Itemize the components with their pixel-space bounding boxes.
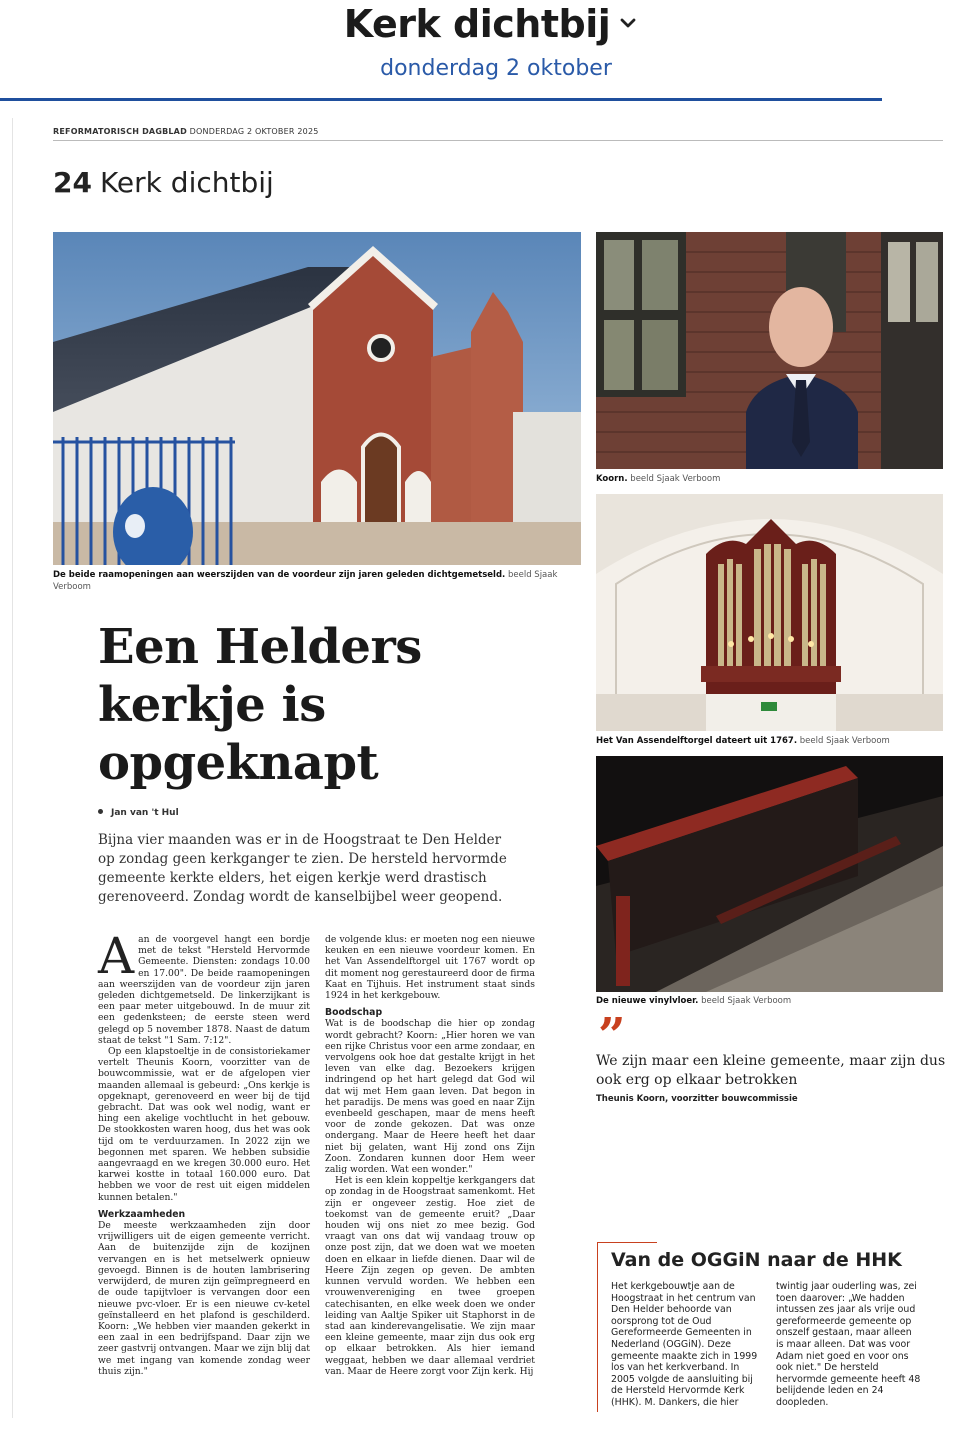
body-paragraph: De meeste werkzaamheden zijn door vrijwilligers uit de eigen gemeente verricht. Aan de buitenzijde zijn de kozijnen vervangen en is het metselwerk opnieuw gevoegd. Binnen is de houten lambrisering verwijderd, de muren zijn geïmpregneerd en de oude tapijtvloer is vervangen door een nieuwe pvc-vloer. Er is een nieuwe cv-ketel geïnstalleerd en het plafond is geschilderd. Koorn: „We hebben vier maanden gekerkt in een zaal in een bedrijfspand. Daar zijn we zeer gastvrij ontvangen. Maar we zijn blij dat we met ingang van komende zondag weer thuis zijn." [98,1220,310,1377]
subheading-boodschap: Boodschap [325,1007,383,1019]
article-lead: Bijna vier maanden was er in de Hoogstraat te Den Helder op zondag geen kerkganger te zien. De hersteld hervormde gemeente kerkte elders, het eigen kerkje werd drastisch gerenoveerd. Zondag wordt de kanselbijbel weer geopend. [98,832,507,905]
section-selector[interactable] [0,2,980,46]
author-name: Jan van 't Hul [111,808,179,818]
section-heading [53,166,274,199]
section-name: Kerk dichtbij [99,166,274,199]
masthead [53,127,319,136]
edition-date: donderdag 2 oktober [380,56,612,81]
page-edge [12,118,13,1418]
page-number: 24 [53,166,92,199]
caption-credit: beeld Sjaak Verboom [799,736,890,746]
church-photo-caption [53,569,581,593]
pull-quote: We zijn maar een kleine gemeente, maar zijn dus ook erg op elkaar betrokken [596,1053,946,1088]
app-title[interactable]: Kerk dichtbij [343,2,611,46]
koorn-photo-caption [596,473,943,485]
masthead-paper: REFORMATORISCH DAGBLAD [53,127,187,136]
caption-text: Het Van Assendelftorgel dateert uit 1767. [596,736,798,746]
pull-quote-attribution: Theunis Koorn, voorzitter bouwcommissie [596,1094,798,1104]
article-headline: Een Helders kerkje is opgeknapt [98,619,422,791]
floor-photo-caption [596,995,943,1007]
masthead-date: DONDERDAG 2 OKTOBER 2025 [189,127,319,136]
body-paragraph: Het is een klein koppeltje kerkgangers dat op zondag in de Hoogstraat samenkomt. Het zijn er ongeveer zestig. Hoe ziet de toekomst van de gemeente eruit? „Daar houden wij ons niet zo mee bezig. God vraagt van ons dat wij vandaag trouw op onze post zijn, dat we doen wat we moeten doen en elkaar in liefde dienen. Daar wil de Heere Zijn zegen op geven. De ambten kunnen vervuld worden. We hebben een vrouwenvereniging en twee groepen catechisanten, en elke week doen we onder leiding van Aaltje Spiker uit Staphorst in de stad aan kinderevangelisatie. We zijn maar een kleine gemeente, maar zijn dus ook erg op elkaar betrokken. Als hier iemand weggaat, hebben we daar allemaal verdriet van. Maar de Heere zorgt voor Zijn kerk. Hij [325,1175,535,1377]
caption-credit: beeld Sjaak Verboom [630,474,721,484]
sidebar-column-1: Het kerkgebouwtje aan de Hoogstraat in het centrum van Den Helder behoorde van oorsprong tot de Oud Gereformeerde Gemeenten in Nederland (OGGiN). Deze gemeente maakte zich in 1999 los van het kerkverband. In 2005 volgde de aansluiting bij de Hersteld Hervormde Kerk (HHK). M. Dankers, die hier [611,1281,758,1408]
quote-icon: ” [598,1008,626,1064]
chevron-down-icon[interactable] [620,15,636,31]
body-paragraph: de volgende klus: er moeten nog een nieuwe keuken en een nieuwe voordeur komen. En het Van Assendelftorgel uit 1767 wordt op dit moment nog gerestaureerd door de firma Kaat en Tijhuis. Het instrument staat sinds 1924 in het kerkgebouw. [325,934,535,1002]
koorn-portrait-photo [596,232,943,469]
organ-photo-caption [596,735,943,747]
masthead-rule [53,140,943,141]
caption-text: Koorn. [596,474,628,484]
sidebar-rule-top [597,1242,657,1243]
caption-text: De nieuwe vinylvloer. [596,996,699,1006]
body-paragraph [98,927,310,1046]
floor-photo [596,756,943,992]
app-header [0,0,980,104]
sidebar-rule [597,1242,598,1412]
drop-cap: A [98,927,135,985]
subheading-werkzaamheden: Werkzaamheden [98,1208,186,1220]
article-column-1 [98,927,310,1377]
church-photo [53,232,581,565]
paragraph-text: an de voorgevel hangt een bordje met de tekst "Hersteld Hervormde Gemeente. Diensten: zondags 10.00 en 17.00". De beide raamopeningen aan weerszijden van de voordeur zijn jaren geleden dichtgemetseld. De linkerzijkant is een paar meter uitgebouwd. In de muur zit een gedenksteen; de eerste steen werd gelegd op 5 november 1878. Naast de datum staat de tekst "1 Sam. 7:12". [98,934,310,1046]
header-divider [0,98,882,101]
body-paragraph: Wat is de boodschap die hier op zondag wordt gebracht? Koorn: „Hier horen we van een rijke Christus voor een arme zondaar, en vervolgens ook hoe dat gestalte krijgt in het leven van elke dag. Bezoekers krijgen indringend op het hart gelegd dat God wil dat wij met Hem gaan leven. Dat begon in het paradijs. De mens was goed en naar Zijn evenbeeld geschapen, maar de mens heeft voor de zonde gekozen. Dat was onze ondergang. Maar de Heere heeft het daar niet bij gelaten, want Hij zond ons Zijn Zoon. Zondaren kunnen door Hem weer zalig worden. Wat een wonder." [325,1018,535,1176]
caption-text: De beide raamopeningen aan weerszijden van de voordeur zijn jaren geleden dichtgemetseld. [53,570,506,580]
bullet-icon [98,809,103,814]
caption-credit: beeld Sjaak Verboom [53,570,558,592]
organ-photo [596,494,943,731]
sidebar-column-2: twintig jaar ouderling was, zei toen daarover: „We hadden intussen zes jaar als vrije oud gereformeerde gemeente op onszelf gestaan, maar alleen is maar alleen. Dat was voor Adam niet goed en voor ons ook niet." De hersteld hervormde gemeente heeft 48 belijdende leden en 24 doopleden. [776,1281,921,1408]
sidebar-title: Van de OGGiN naar de HHK [611,1249,902,1271]
newspaper-page[interactable] [0,108,980,1443]
caption-credit: beeld Sjaak Verboom [701,996,792,1006]
article-column-2 [325,934,535,1377]
body-paragraph: Op een klapstoeltje in de consistoriekamer vertelt Theunis Koorn, voorzitter van de bouwcommissie, wat er de afgelopen vier maanden allemaal is gebeurd: „Ons kerkje is opgeknapt, gerenoveerd en weer bij de tijd gebracht. Dat was ook wel nodig, want er hing een akelige vochtlucht in het gebouw. De stookkosten waren hoog, dus het was ook tijd om te verduurzamen. In 2022 zijn we begonnen met sparen. We hebben subsidie aangevraagd en we kregen 30.000 euro. Het karwei kostte in totaal 160.000 euro. Dat hebben we voor de rest uit eigen middelen kunnen betalen." [98,1046,310,1203]
article-byline [98,808,179,818]
